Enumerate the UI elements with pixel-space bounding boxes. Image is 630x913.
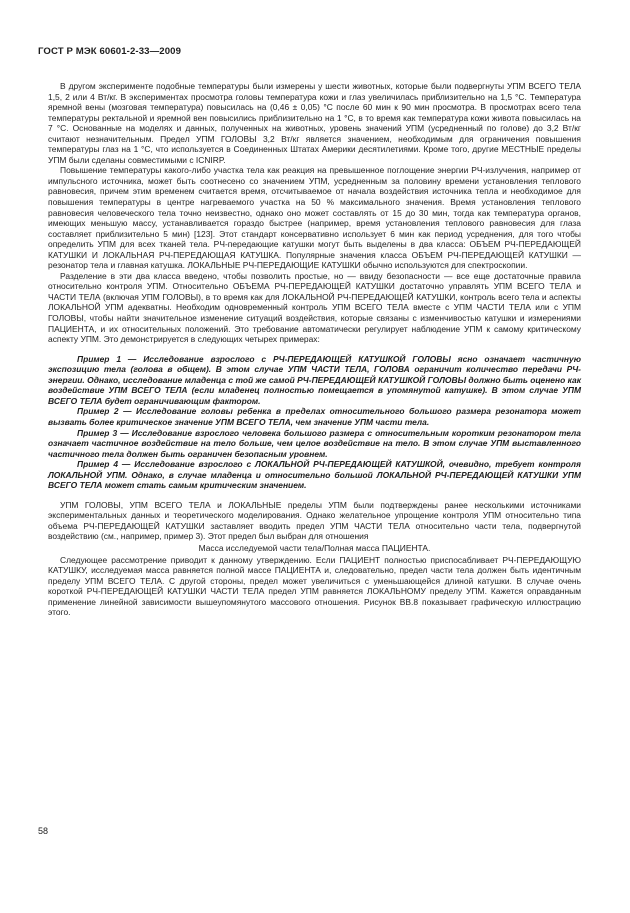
- body-text: [48, 81, 581, 618]
- paragraph-4: УПМ ГОЛОВЫ, УПМ ВСЕГО ТЕЛА и ЛОКАЛЬНЫЕ пределы УПМ были подтверждены ранее несколькими источниками экспериментальных данных и теоретического моделирования. Однако желательное упрощение контроля УПМ относительно типа объема РЧ-ПЕРЕДАЮЩЕЙ КАТУШКИ заставляет вводить предел УПМ ЧАСТИ ТЕЛА относительно части тела, подвергнутой воздействию (см., например, пример 3). Этот предел был выбран для отношения: [48, 499, 581, 542]
- paragraph-5: Следующее рассмотрение приводит к данному утверждению. Если ПАЦИЕНТ полностью приспосабливает РЧ-ПЕРЕДАЮЩУЮ КАТУШКУ, исследуемая масса равняется полной массе ПАЦИЕНТА и, следовательно, предел части тела должен быть идентичным пределу УПМ ВСЕГО ТЕЛА. С другой стороны, предел может увеличиться с уменьшающейся длиной катушки. В случае очень короткой РЧ-ПЕРЕДАЮЩЕЙ КАТУШКИ ЧАСТИ ТЕЛА предел УПМ равняется ЛОКАЛЬНОМУ пределу УПМ. Кажется оправданным применение линейной зависимости вышеупомянутого массового отношения. Рисунок ВВ.8 показывает графическую иллюстрацию этого.: [48, 554, 581, 618]
- example-3: Пример 3 — Исследование взрослого человека большого размера с относительным коротким резонатором тела означает частичное воздействие на тело больше, чем целое воздействие на тело. В этом случае УПМ выставленного частичного тела должен быть ограничен безопасным уровнем.: [48, 427, 581, 459]
- example-2: Пример 2 — Исследование головы ребенка в пределах относительного большого размера резонатора может вызвать более критическое значение УПМ ВСЕГО ТЕЛА, чем значение УПМ части тела.: [48, 406, 581, 427]
- spacer: [48, 345, 581, 354]
- paragraph-2: Повышение температуры какого-либо участка тела как реакция на превышенное поглощение энергии РЧ-излучения, например от импульсного источника, может быть соотнесено со значением УПМ, усредненным за половину времени установления теплового равновесия, причем этим временем считается время, отсчитываемое от начала воздействия источника тепла и необходимое для повышения температуры в центре нагреваемого участка на 50 % максимального значения. Время установления теплового равновесия человеческого тела точно неизвестно, однако оно может составлять от 15 до 30 мин, тогда как температура органов, имеющих меньшую массу, устанавливается гораздо быстрее (например, время установления теплового равновесия для глаза составляет приблизительно 5 мин) [123]. Этот стандарт консервативно использует 6 мин как период усреднения, для того чтобы определить УПМ для всех тканей тела. РЧ-передающие катушки могут быть выделены в два класса: ОБЪЕМ РЧ-ПЕРЕДАЮЩЕЙ КАТУШКИ И ЛОКАЛЬНАЯ РЧ-ПЕРЕДАЮЩАЯ КАТУШКА. Популярные значения класса ОБЪЕМ РЧ-ПЕРЕДАЮЩЕЙ КАТУШКИ — резонатор тела и главная катушка. ЛОКАЛЬНЫЕ РЧ-ПЕРЕДАЮЩИЕ КАТУШКИ обычно используются для спектроскопии.: [48, 165, 581, 271]
- paragraph-3: Разделение в эти два класса введено, чтобы позволить простые, но — ввиду безопасности — все еще достаточные правила относительно контроля УПМ. Относительно ОБЪЕМА РЧ-ПЕРЕДАЮЩЕЙ КАТУШКИ достаточно управлять УПМ ВСЕГО ТЕЛА и ЧАСТИ ТЕЛА (включая УПМ ГОЛОВЫ), в то время как для ЛОКАЛЬНОЙ РЧ-ПЕРЕДАЮЩЕЙ КАТУШКИ, контроль всего тела и аспекты ЛОКАЛЬНОЙ УПМ адекватны. Необходим одновременный контроль УПМ ВСЕГО ТЕЛА вместе с УПМ ЧАСТИ ТЕЛА или с УПМ ГОЛОВЫ, чтобы найти значительное изменение ситуаций воздействия, которые связаны с изменчивостью катушки и измерениями ПАЦИЕНТА, и их относительных положений. Это требование автоматически регулирует наблюдение УПМ к самому критическому аспекту УПМ. Это демонстрируется в следующих четырех примерах:: [48, 270, 581, 345]
- spacer: [48, 491, 581, 500]
- standard-header: ГОСТ Р МЭК 60601-2-33—2009: [38, 46, 182, 57]
- page-number: 58: [38, 826, 49, 836]
- example-4: Пример 4 — Исследование взрослого с ЛОКАЛЬНОЙ РЧ-ПЕРЕДАЮЩЕЙ КАТУШКОЙ, очевидно, требует контроля ЛОКАЛЬНОЙ УПМ. Однако, в случае младенца и относительно большой ЛОКАЛЬНОЙ РЧ-ПЕРЕДАЮЩЕЙ КАТУШКИ УПМ ВСЕГО ТЕЛА может стать самым критическим значением.: [48, 459, 581, 491]
- example-1: Пример 1 — Исследование взрослого с РЧ-ПЕРЕДАЮЩЕЙ КАТУШКОЙ ГОЛОВЫ ясно означает частичную экспозицию тела (голова в общем). В этом случае УПМ ЧАСТИ ТЕЛА, ГОЛОВА ограничит количество передачи РЧ-энергии. Однако, исследование младенца с той же самой РЧ-ПЕРЕДАЮЩЕЙ КАТУШКОЙ ГОЛОВЫ должно быть оценено как воздействие УПМ ВСЕГО ТЕЛА (если младенец полностью помещается в упомянутой катушке). В этом случае УПМ ВСЕГО ТЕЛА будет ограничивающим фактором.: [48, 353, 581, 406]
- mass-ratio-formula: Масса исследуемой части тела/Полная масса ПАЦИЕНТА.: [198, 542, 431, 553]
- paragraph-1: В другом эксперименте подобные температуры были измерены у шести животных, которые были подвергнуты УПМ ВСЕГО ТЕЛА 1,5, 2 или 4 Вт/кг. В экспериментах просмотра головы температура кожи и глаз увеличилась приблизительно на 1,5 °С. Температура яремной вены (мозговая температура) повысилась на (0,46 ± 0,05) °С после 60 мин к 90 мин просмотра. В просмотрах всего тела температуры ректальной и яремной вен повысились приблизительно на 1 °С, в то время как температура кожи живота повысилась на 7 °С. Основанные на моделях и данных, полученных на животных, уровень значений УПМ (усредненный по голове) до 3,2 Вт/кг считают незначительным. Предел УПМ ГОЛОВЫ 3,2 Вт/кг является значением, необходимым для ограничения повышения температуры глаз на 1 °С, что используется в Соединенных Штатах Америки десятилетиями. Кроме того, другие МЕСТНЫЕ пределы УПМ были сделаны совместимыми с ICNIRP.: [48, 81, 581, 165]
